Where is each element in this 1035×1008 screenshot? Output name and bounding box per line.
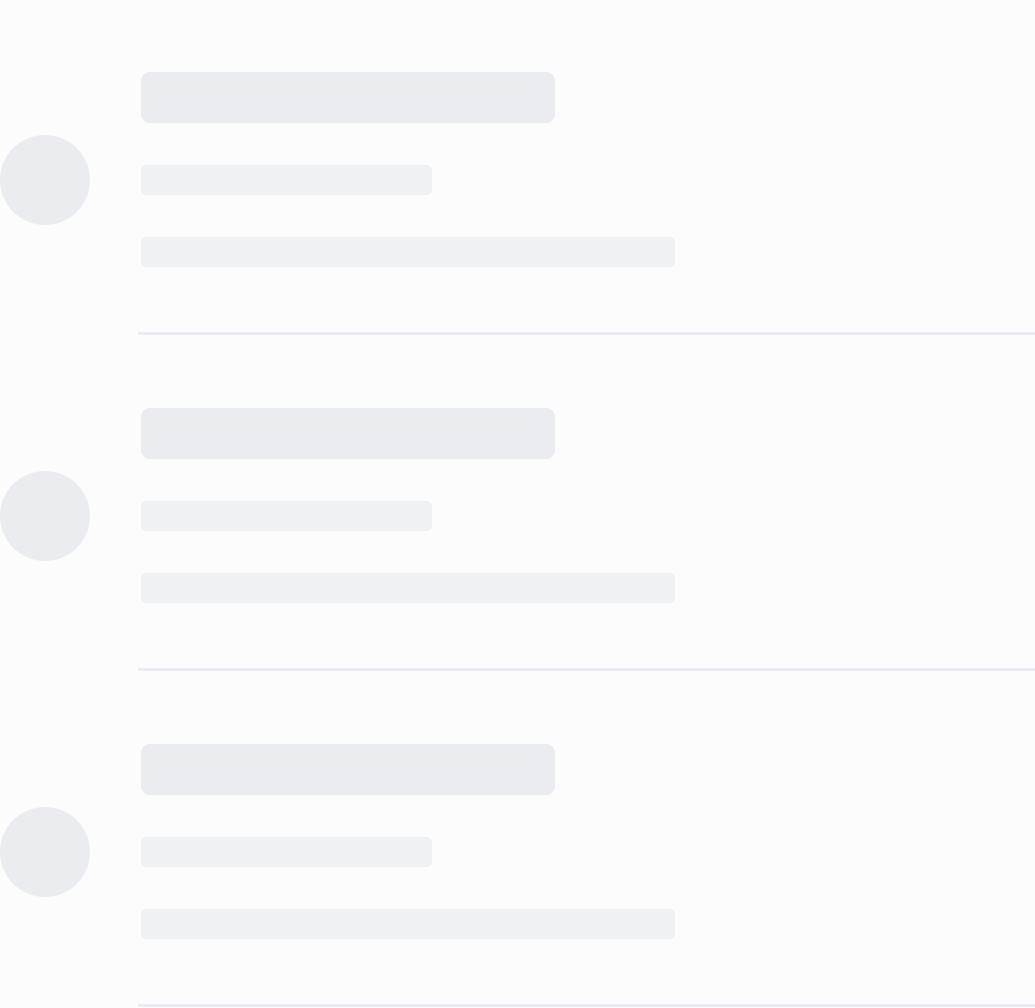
subtitle-placeholder bbox=[141, 837, 432, 867]
skeleton-list-item bbox=[0, 672, 1035, 1008]
row-divider bbox=[138, 668, 1035, 671]
description-placeholder bbox=[141, 237, 675, 267]
title-placeholder bbox=[141, 744, 555, 795]
row-divider bbox=[138, 332, 1035, 335]
title-placeholder bbox=[141, 408, 555, 459]
avatar-placeholder bbox=[0, 807, 90, 897]
avatar-placeholder bbox=[0, 471, 90, 561]
skeleton-list-item bbox=[0, 336, 1035, 672]
avatar-placeholder bbox=[0, 135, 90, 225]
skeleton-list-item bbox=[0, 0, 1035, 336]
subtitle-placeholder bbox=[141, 501, 432, 531]
description-placeholder bbox=[141, 909, 675, 939]
row-divider bbox=[138, 1004, 1035, 1007]
description-placeholder bbox=[141, 573, 675, 603]
subtitle-placeholder bbox=[141, 165, 432, 195]
title-placeholder bbox=[141, 72, 555, 123]
